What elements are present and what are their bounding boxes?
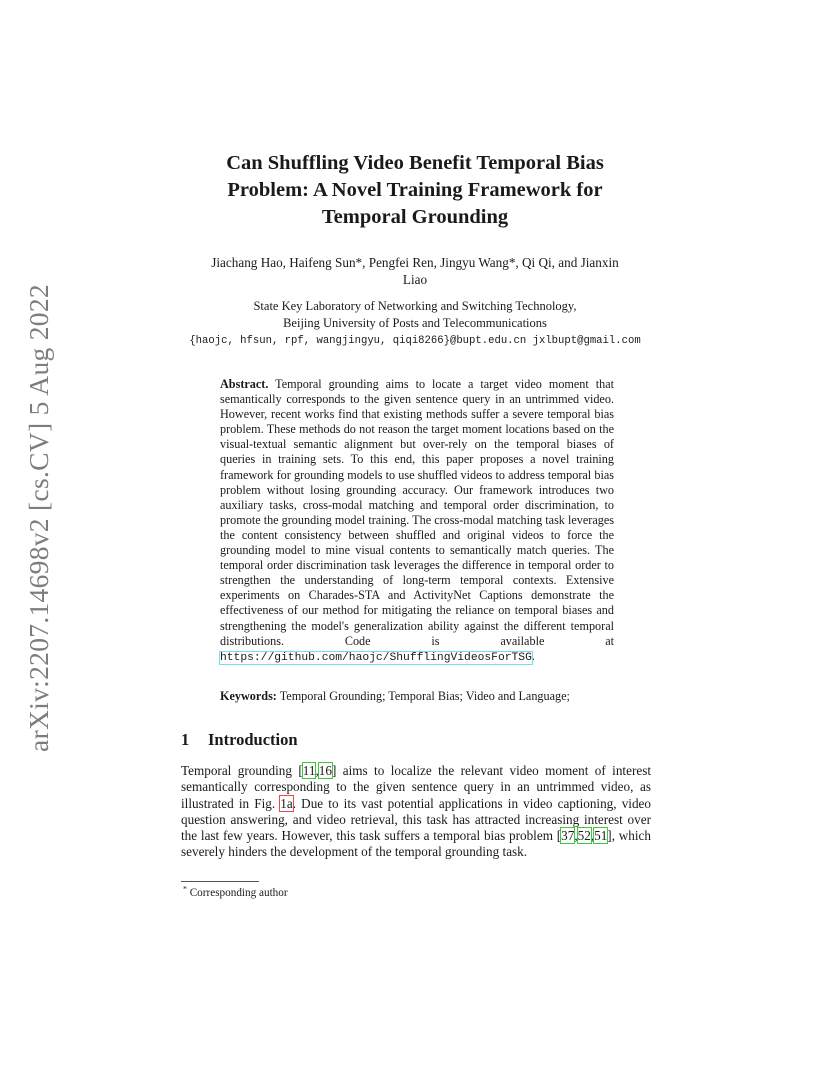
- abstract: [220, 377, 614, 666]
- abstract-text: Temporal grounding aims to locate a target video moment that semantically corresponds to the given sentence query in an untrimmed video. However, recent works find that existing methods suffer a severe temporal bias problem. These methods do not reason the target moment locations based on the visual-textual semantic alignment but over-rely on the temporal biases of queries in training sets. To this end, this paper proposes a novel training framework for grounding models to use shuffled videos to address temporal bias problem without losing grounding accuracy. Our framework introduces two auxiliary tasks, cross-modal matching and temporal order discrimination, to promote the grounding model training. The cross-modal matching task leverages the content consistency between shuffled and original videos to force the grounding model to mine visual contents to semantically match queries. The temporal order discrimination task leverages the difference in temporal order to strengthen the understanding of long-term temporal contexts. Extensive experiments on Charades-STA and ActivityNet Captions demonstrate the effectiveness of our method for mitigating the reliance on temporal biases and strengthening the model's generalization ability against the different temporal distributions. Code is available at: [220, 377, 614, 648]
- footnote-marker: *: [183, 884, 187, 894]
- citation-link[interactable]: 11: [302, 763, 316, 778]
- citation-separator: ,: [315, 763, 319, 778]
- author-list: [180, 254, 650, 288]
- citation-link[interactable]: 52: [577, 828, 591, 844]
- keywords-text: Temporal Grounding; Temporal Bias; Video and Language;: [279, 689, 570, 703]
- intro-text-1: Temporal grounding [: [181, 763, 303, 778]
- keywords-label: Keywords:: [220, 689, 277, 703]
- intro-text-2: ] aims to localize the relevant video moment of interest semantically corresponding to the given sentence query in an untrimmed video, as illustrated in Fig.: [181, 763, 651, 811]
- affiliation-block: [150, 298, 680, 350]
- abstract-label: Abstract.: [220, 377, 269, 391]
- title-line-3: Temporal Grounding: [321, 206, 509, 228]
- author-emails: {haojc, hfsun, rpf, wangjingyu, qiqi8266}@bupt.edu.cn jxlbupt@gmail.com: [189, 335, 641, 347]
- section-number: 1: [181, 730, 190, 749]
- citation-link[interactable]: 51: [594, 828, 608, 844]
- abstract-link-end: .: [531, 648, 535, 663]
- title-line-2: Problem: A Novel Training Framework for: [227, 179, 603, 201]
- introduction-paragraph: [181, 763, 651, 861]
- title-line-1: Can Shuffling Video Benefit Temporal Bias: [226, 152, 604, 174]
- citation-link[interactable]: 37: [561, 828, 575, 844]
- code-repository-link[interactable]: https://github.com/haojc/ShufflingVideosForTSG: [220, 651, 532, 664]
- intro-text-3: . Due to its vast potential applications in video captioning, video question answering, and video retrieval, this task has attracted increasing interest over the last few years. However, this task suffers a temporal bias problem [: [181, 795, 651, 844]
- paper-title: [180, 150, 650, 231]
- section-title: Introduction: [208, 730, 298, 749]
- citation-separator: ,: [590, 828, 595, 844]
- intro-text-4: ], which severely hinders the development of the temporal grounding task.: [181, 828, 652, 860]
- arxiv-identifier: arXiv:2207.14698v2 [cs.CV] 5 Aug 2022: [23, 284, 54, 752]
- footnote-text: Corresponding author: [189, 887, 288, 899]
- affiliation-line-1: State Key Laboratory of Networking and Switching Technology,: [253, 299, 577, 313]
- affiliation-line-2: Beijing University of Posts and Telecommunications: [283, 315, 547, 330]
- footnote: [183, 886, 583, 900]
- arxiv-identifier-sidebar: [25, 283, 53, 753]
- footnote-divider: [181, 881, 259, 882]
- section-heading-introduction: [181, 730, 651, 750]
- figure-reference-link[interactable]: 1a: [280, 795, 293, 811]
- citation-link[interactable]: 16: [318, 763, 332, 778]
- authors-line-1: Jiachang Hao, Haifeng Sun*, Pengfei Ren, Jingyu Wang*, Qi Qi, and Jianxin: [211, 255, 619, 270]
- authors-line-2: Liao: [402, 272, 428, 287]
- keywords: [220, 689, 614, 704]
- citation-separator: ,: [574, 828, 578, 844]
